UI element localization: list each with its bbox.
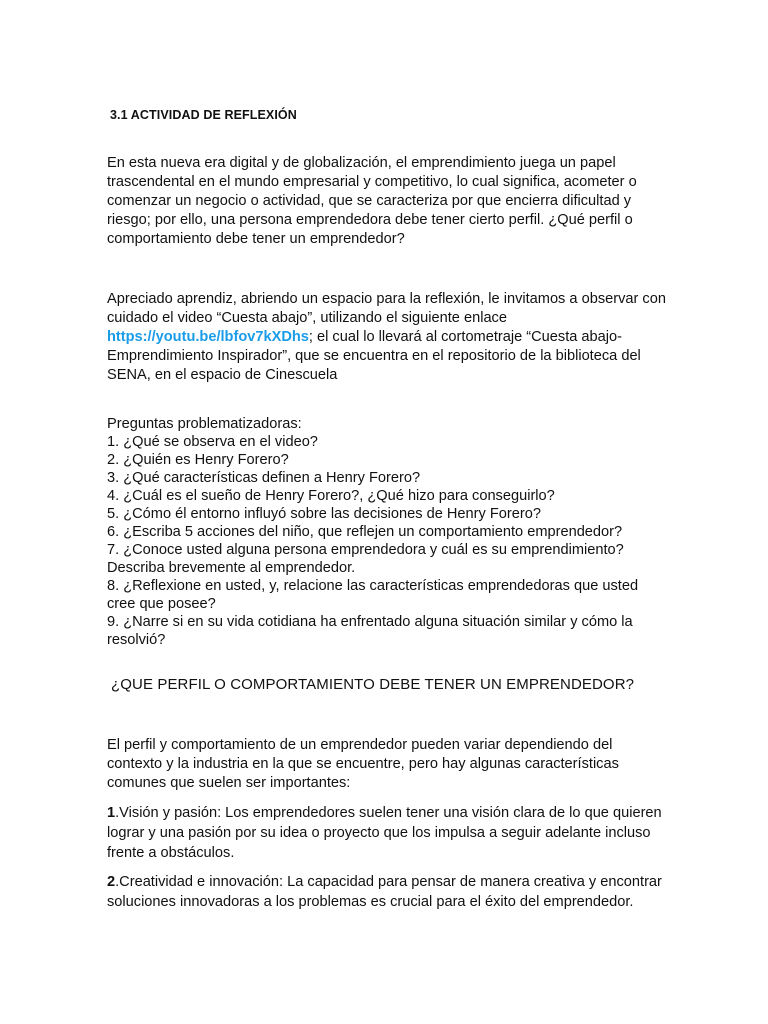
section-heading: 3.1 ACTIVIDAD DE REFLEXIÓN [110,108,297,122]
point-number: 1 [107,805,116,821]
invite-text-after-link: ; el cual lo llevará al cortometraje “Cuesta abajo- Emprendimiento Inspirador”, que se encuentra en el repositorio de la biblioteca del SENA, en el espacio de Cinescuela [107,329,641,383]
invite-text-before-link: Apreciado aprendiz, abriendo un espacio para la reflexión, le invitamos a observar con cuidado el video “Cuesta abajo”, utilizando el siguiente enlace [107,291,666,326]
question-item: 9. ¿Narre si en su vida cotidiana ha enfrentado alguna situación similar y cómo la resolvió? [107,614,633,648]
point-body: .Creatividad e innovación: La capacidad para pensar de manera creativa y encontrar soluciones innovadoras a los problemas es crucial para el éxito del emprendedor. [107,874,662,910]
profile-section-title: ¿QUE PERFIL O COMPORTAMIENTO DEBE TENER UN EMPRENDEDOR? [111,676,635,693]
intro-text: En esta nueva era digital y de globalización, el emprendimiento juega un papel trascendental en el mundo empresarial y competitivo, lo cual significa, acometer o comenzar un negocio o actividad, que se caracteriza por que encierra dificultad y riesgo; por ello, una persona emprendedora debe tener cierto perfil. ¿Qué perfil o comportamiento debe tener un emprendedor? [107,155,637,247]
invite-paragraph [107,290,667,385]
point-item [107,803,667,863]
questions-list [107,415,667,649]
point-text [107,803,667,863]
answer-intro-paragraph [107,736,667,793]
invite-text [107,290,667,385]
question-item: 7. ¿Conoce usted alguna persona emprendedora y cuál es su emprendimiento? Describa brevemente al emprendedor. [107,542,624,576]
question-item: 6. ¿Escriba 5 acciones del niño, que reflejen un comportamiento emprendedor? [107,524,623,540]
question-item: 2. ¿Quién es Henry Forero? [107,452,289,468]
point-number: 2 [107,874,116,890]
answer-intro-text: El perfil y comportamiento de un emprendedor pueden variar dependiendo del contexto y la industria en la que se encuentre, pero hay algunas características comunes que suelen ser importantes: [107,737,619,791]
video-link[interactable]: https://youtu.be/lbfov7kXDhs [107,329,309,345]
question-item: 4. ¿Cuál es el sueño de Henry Forero?, ¿Qué hizo para conseguirlo? [107,488,555,504]
intro-paragraph [107,154,667,249]
questions-title: Preguntas problematizadoras: [107,416,302,432]
question-item: 5. ¿Cómo él entorno influyó sobre las decisiones de Henry Forero? [107,506,541,522]
point-body: .Visión y pasión: Los emprendedores suelen tener una visión clara de lo que quieren lograr y una pasión por su idea o proyecto que los impulsa a seguir adelante incluso frente a obstáculos. [107,805,662,861]
point-item [107,872,667,912]
question-item: 8. ¿Reflexione en usted, y, relacione las características emprendedoras que usted cree que posee? [107,578,639,612]
question-item: 1. ¿Qué se observa en el video? [107,434,318,450]
point-text [107,872,667,912]
question-item: 3. ¿Qué características definen a Henry Forero? [107,470,421,486]
